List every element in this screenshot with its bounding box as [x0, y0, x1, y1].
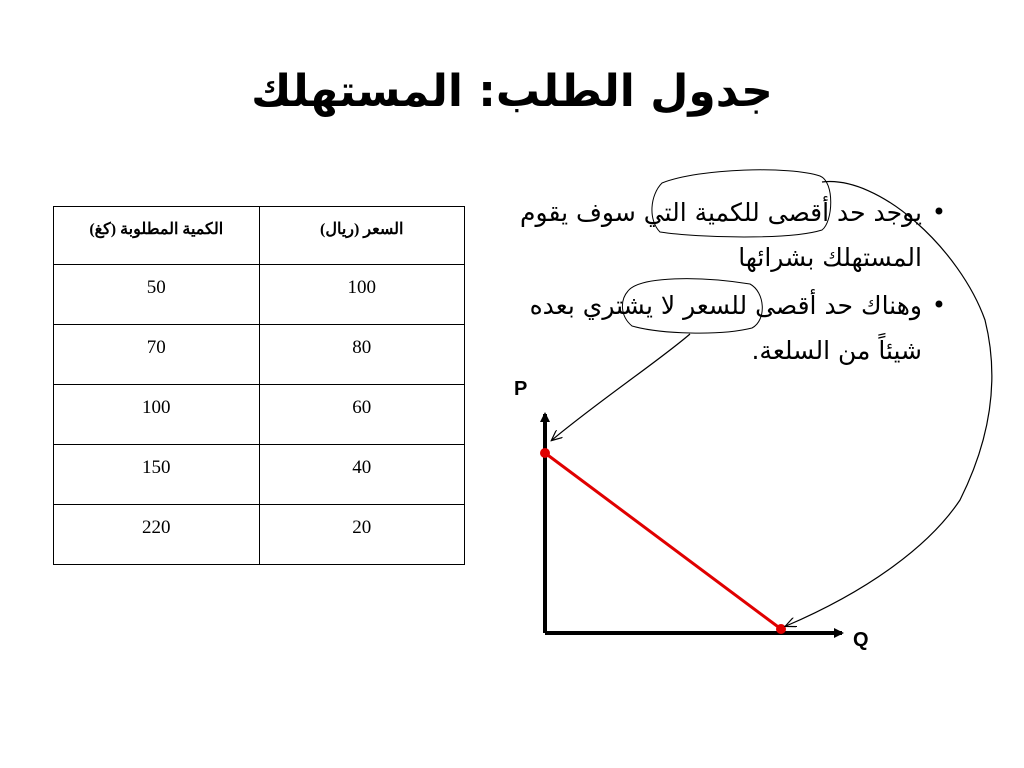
x-axis-label: Q: [853, 629, 869, 651]
quantity-cell: 70: [54, 325, 260, 385]
y-axis-label: P: [514, 378, 528, 400]
quantity-cell: 50: [54, 265, 260, 325]
header-quantity: الكمية المطلوبة (كغ): [54, 207, 260, 265]
bullet-max-quantity: • يوجد حد أقصى للكمية التي سوف يقوم المستهلك بشرائها: [490, 190, 940, 280]
price-cell: 20: [259, 505, 464, 565]
table-header-row: [54, 207, 465, 265]
table-row: [54, 265, 465, 325]
bullet-list: [490, 190, 940, 376]
table-row: [54, 325, 465, 385]
quantity-intercept-point: [776, 624, 786, 634]
header-price: السعر (ريال): [259, 207, 464, 265]
price-cell: 80: [259, 325, 464, 385]
quantity-cell: 220: [54, 505, 260, 565]
table-row: [54, 505, 465, 565]
slide-title: جدول الطلب: المستهلك: [251, 66, 773, 117]
quantity-cell: 100: [54, 385, 260, 445]
table-row: [54, 385, 465, 445]
price-intercept-point: [540, 448, 550, 458]
quantity-cell: 150: [54, 445, 260, 505]
bullet-max-price: • وهناك حد أقصى للسعر لا يشتري بعده شيئاً من السلعة.: [490, 283, 940, 373]
demand-table: [53, 206, 465, 565]
demand-line: [545, 453, 781, 629]
price-cell: 60: [259, 385, 464, 445]
table-row: [54, 445, 465, 505]
price-cell: 100: [259, 265, 464, 325]
price-cell: 40: [259, 445, 464, 505]
